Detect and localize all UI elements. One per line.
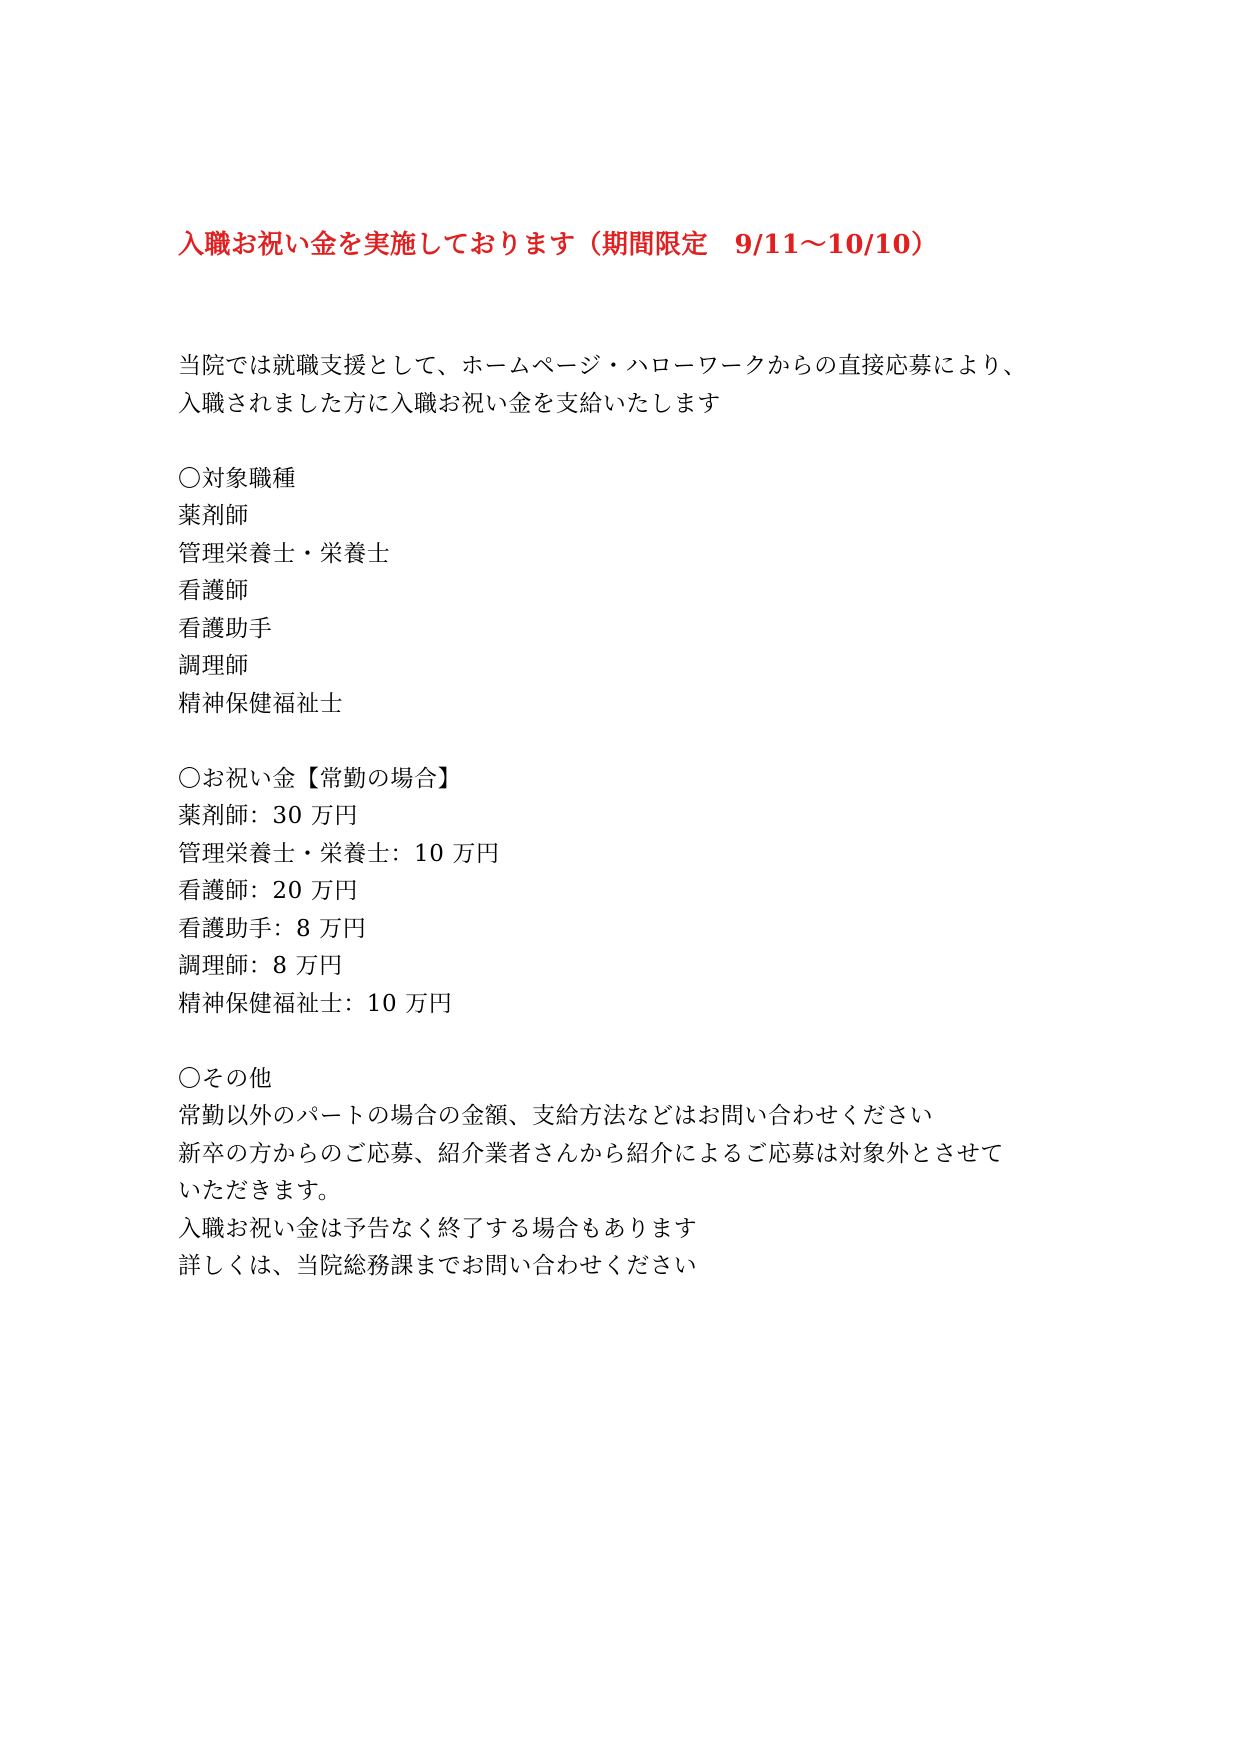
intro-paragraph: [178, 348, 1078, 423]
position-item: 管理栄養士・栄養士: [178, 540, 391, 567]
section-heading-positions: 〇対象職種: [178, 465, 296, 492]
bonus-item: 看護助手：8 万円: [178, 915, 367, 942]
bonus-item: 管理栄養士・栄養士：10 万円: [178, 840, 500, 867]
position-item: 看護師: [178, 578, 249, 604]
intro-line: 入職されました方に入職お祝い金を支給いたします: [178, 390, 721, 417]
other-section: [178, 1061, 1078, 1286]
section-heading-bonus: 〇お祝い金【常勤の場合】: [178, 765, 462, 792]
positions-section: [178, 461, 1078, 724]
position-item: 薬剤師: [178, 503, 249, 529]
position-item: 看護助手: [178, 615, 273, 642]
bonus-item: 精神保健福祉士：10 万円: [178, 990, 453, 1017]
other-item: 常勤以外のパートの場合の金額、支給方法などはお問い合わせください: [178, 1103, 934, 1129]
bonus-item: 調理師：8 万円: [178, 953, 343, 979]
other-item: 詳しくは、当院総務課までお問い合わせください: [178, 1253, 698, 1279]
position-item: 調理師: [178, 653, 249, 679]
section-heading-other: 〇その他: [178, 1065, 273, 1092]
page-title: 入職お祝い金を実施しております（期間限定 9/11～10/10）: [178, 230, 938, 260]
position-item: 精神保健福祉士: [178, 690, 344, 717]
intro-line: 当院では就職支援として、ホームページ・ハローワークからの直接応募により、: [178, 353, 1027, 379]
bonus-item: 薬剤師：30 万円: [178, 803, 358, 829]
other-item: 新卒の方からのご応募、紹介業者さんから紹介によるご応募は対象外とさせて: [178, 1140, 1004, 1167]
bonus-item: 看護師：20 万円: [178, 878, 358, 904]
bonus-section: [178, 761, 1078, 1024]
other-item: 入職お祝い金は予告なく終了する場合もあります: [178, 1215, 698, 1242]
other-item: いただきます。: [178, 1178, 342, 1204]
document-body: [178, 224, 1078, 1286]
